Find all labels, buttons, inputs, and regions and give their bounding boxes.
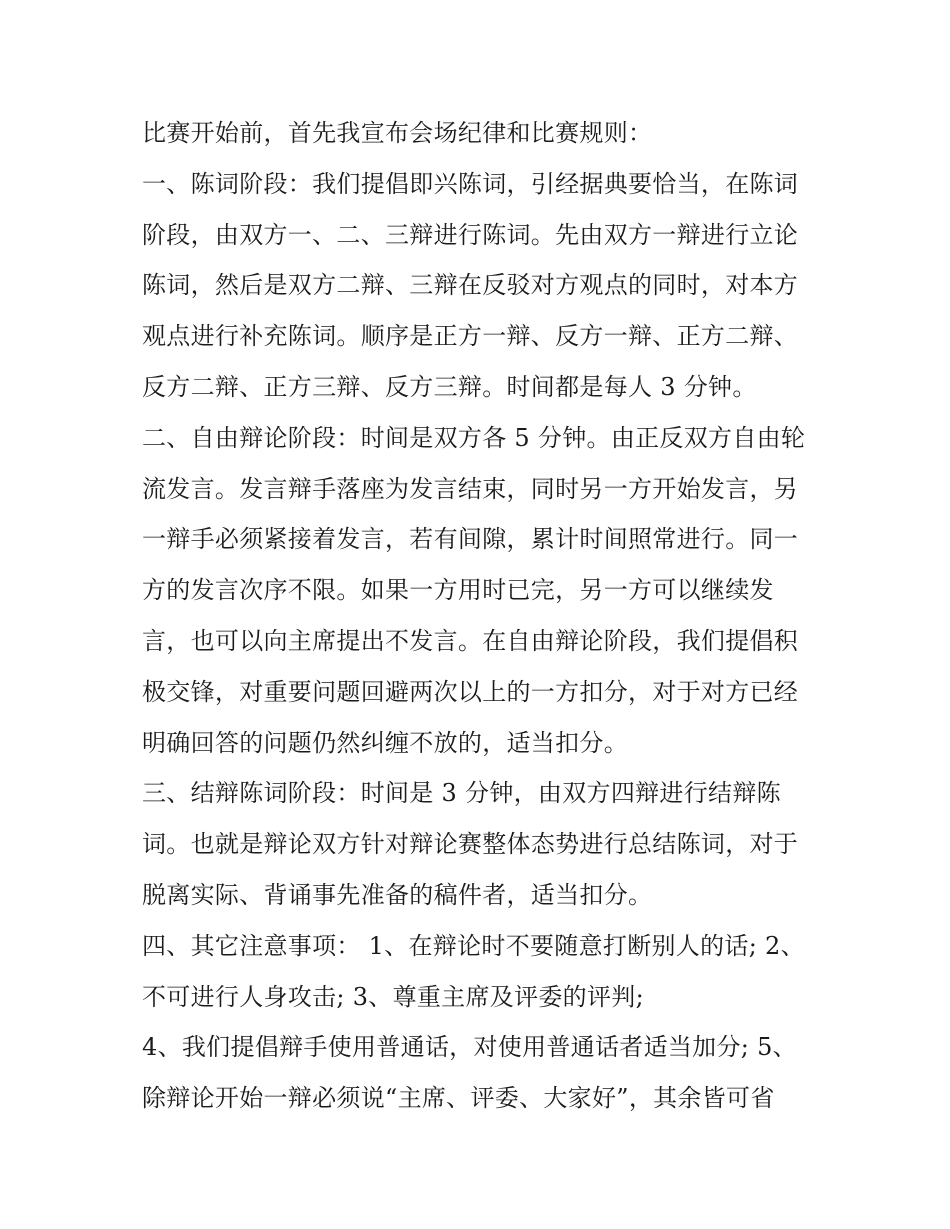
text-line-6: 反方二辩、正方三辩、反方三辩。时间都是每人 3 分钟。 <box>142 372 757 401</box>
text-line-11: 言，也可以向主席提出不发言。在自由辩论阶段，我们提倡积 <box>142 626 799 655</box>
text-line-8: 流发言。发言辩手落座为发言结束，同时另一方开始发言，另 <box>142 474 799 503</box>
text-line-13: 明确回答的问题仍然纠缠不放的，适当扣分。 <box>142 728 628 757</box>
text-line-17: 四、其它注意事项： 1、在辩论时不要随意打断别人的话; 2、 <box>142 931 805 960</box>
document-body <box>142 108 822 1124</box>
text-line-16: 脱离实际、背诵事先准备的稿件者，适当扣分。 <box>142 880 653 909</box>
text-line-18: 不可进行人身攻击; 3、尊重主席及评委的评判; <box>142 982 644 1011</box>
text-line-2: 一、陈词阶段：我们提倡即兴陈词，引经据典要恰当，在陈词 <box>142 169 799 198</box>
text-line-15: 词。也就是辩论双方针对辩论赛整体态势进行总结陈词，对于 <box>142 830 799 859</box>
text-line-20: 除辩论开始一辩必须说“主席、评委、大家好”，其余皆可省 <box>142 1084 775 1113</box>
text-line-5: 观点进行补充陈词。顺序是正方一辩、反方一辩、正方二辩、 <box>142 322 799 351</box>
text-line-7: 二、自由辩论阶段：时间是双方各 5 分钟。由正反双方自由轮 <box>142 423 806 452</box>
text-line-14: 三、结辩陈词阶段：时间是 3 分钟，由双方四辩进行结辩陈 <box>142 779 781 808</box>
text-line-12: 极交锋，对重要问题回避两次以上的一方扣分，对于对方已经 <box>142 677 799 706</box>
text-line-19: 4、我们提倡辩手使用普通话，对使用普通话者适当加分; 5、 <box>142 1033 797 1062</box>
text-line-1: 比赛开始前，首先我宣布会场纪律和比赛规则： <box>142 119 653 147</box>
text-line-4: 陈词，然后是双方二辩、三辩在反驳对方观点的同时，对本方 <box>142 271 799 300</box>
text-line-3: 阶段，由双方一、二、三辩进行陈词。先由双方一辩进行立论 <box>142 220 799 249</box>
text-line-9: 一辩手必须紧接着发言，若有间隙，累计时间照常进行。同一 <box>142 525 799 554</box>
text-line-10: 方的发言次序不限。如果一方用时已完，另一方可以继续发 <box>142 576 774 605</box>
